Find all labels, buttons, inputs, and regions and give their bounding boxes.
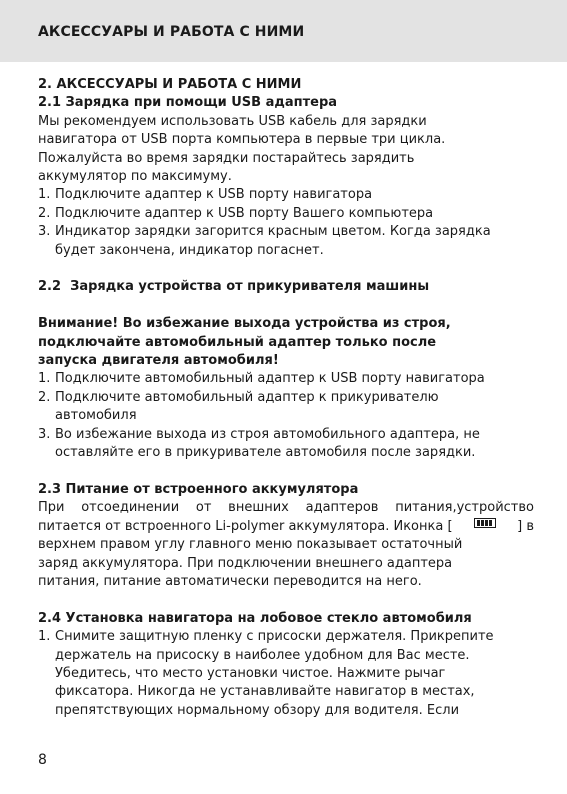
- paragraph-line: верхнем правом углу главного меню показывает остаточный: [38, 537, 463, 553]
- battery-icon: [474, 518, 496, 528]
- list-item-continuation: фиксатора. Никогда не устанавливайте навигатор в местах,: [55, 684, 475, 700]
- subsection-2-4-title: 2.4 Установка навигатора на лобовое стекло автомобиля: [38, 610, 472, 626]
- paragraph-line: аккумулятор по максимуму.: [38, 169, 232, 185]
- header-band: [0, 0, 567, 62]
- section-title: 2. АКСЕССУАРЫ И РАБОТА С НИМИ: [38, 77, 302, 92]
- list-item: 1. Снимите защитную пленку с присоски держателя. Прикрепите: [38, 629, 494, 645]
- list-item-continuation: автомобиля: [55, 408, 137, 424]
- paragraph-line: питания, питание автоматически переводится на него.: [38, 573, 422, 589]
- warning-line: подключайте автомобильный адаптер только после: [38, 334, 437, 350]
- paragraph-line: Мы рекомендуем использовать USB кабель для зарядки: [38, 113, 427, 129]
- warning-line: Внимание! Во избежание выхода устройства из строя,: [38, 316, 451, 332]
- paragraph-line: заряд аккумулятора. При подключении внешнего адаптера: [38, 555, 453, 571]
- list-item: 3. Индикатор зарядки загорится красным цветом. Когда зарядка: [38, 224, 491, 240]
- list-item: 1. Подключите адаптер к USB порту навигатора: [38, 187, 373, 203]
- list-item-continuation: держатель на присоску в наиболее удобном для Вас месте.: [55, 647, 470, 663]
- page-content: [38, 76, 534, 720]
- subsection-2-2-title: 2.2 Зарядка устройства от прикуривателя машины: [38, 279, 430, 295]
- list-item: 2. Подключите адаптер к USB порту Вашего компьютера: [38, 205, 434, 221]
- paragraph-line: Пожалуйста во время зарядки постарайтесь зарядить: [38, 150, 415, 166]
- list-item-continuation: будет закончена, индикатор погаснет.: [55, 242, 324, 258]
- page-number: 8: [38, 752, 47, 768]
- subsection-2-1-title: 2.1 Зарядка при помощи USB адаптера: [38, 95, 338, 111]
- running-header: АКСЕССУАРЫ И РАБОТА С НИМИ: [38, 24, 305, 40]
- list-item-continuation: оставляйте его в прикуривателе автомобиля после зарядки.: [55, 445, 476, 461]
- list-item-continuation: Убедитесь, что место установки чистое. Нажмите рычаг: [55, 665, 446, 681]
- list-item-continuation: препятствующих нормальному обзору для водителя. Если: [55, 702, 460, 718]
- paragraph-line-with-icon: питается от встроенного Li-polymer аккумулятора. Иконка [ ] в: [38, 518, 534, 534]
- paragraph-line: навигатора от USB порта компьютера в первые три цикла.: [38, 132, 446, 148]
- paragraph-line: При отсоединении от внешних адаптеров питания,устройство: [38, 500, 534, 516]
- list-item: 3. Во избежание выхода из строя автомобильного адаптера, не: [38, 426, 480, 442]
- warning-line: запуска двигателя автомобиля!: [38, 353, 279, 369]
- list-item: 2. Подключите автомобильный адаптер к прикуривателю: [38, 389, 439, 405]
- subsection-2-3-title: 2.3 Питание от встроенного аккумулятора: [38, 481, 359, 497]
- list-item: 1. Подключите автомобильный адаптер к USB порту навигатора: [38, 371, 485, 387]
